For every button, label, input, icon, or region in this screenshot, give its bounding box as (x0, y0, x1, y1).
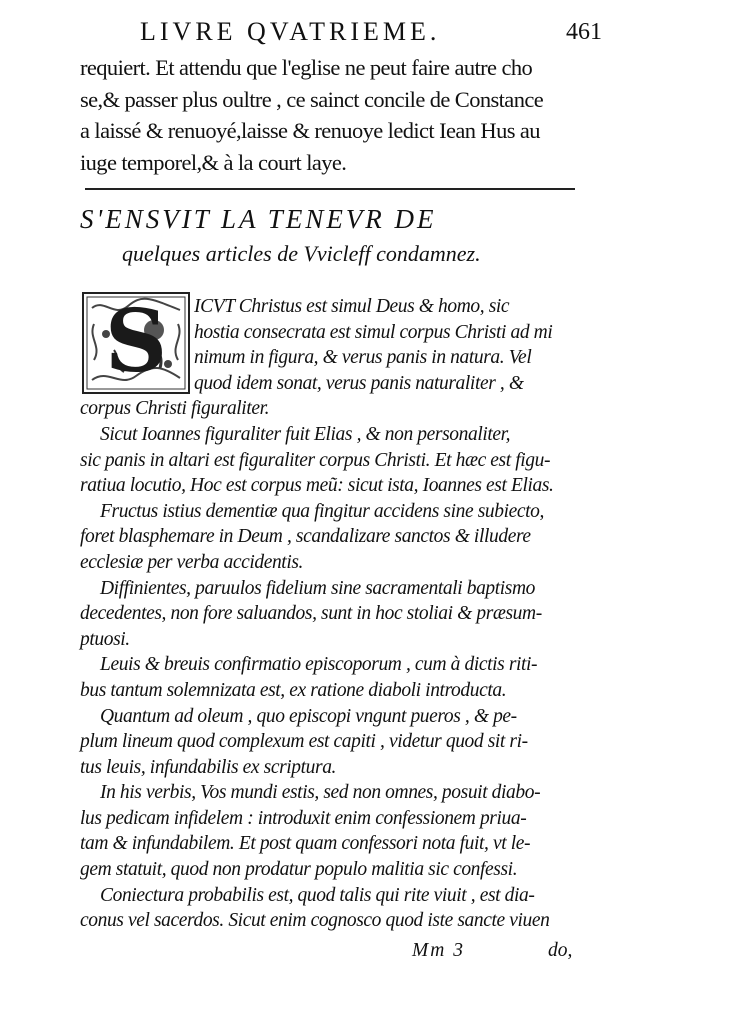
intro-line: a laissé & renuoyé,laisse & renuoye ledict Iean Hus au (80, 118, 540, 143)
text-line: decedentes, non fore saluandos, sunt in hoc stoliai & præsum- (80, 603, 542, 625)
intro-line: iuge temporel,& à la court laye. (80, 149, 347, 175)
text-line: tus leuis, infundabilis ex scriptura. (80, 756, 337, 778)
text-line: ICVT Christus est simul Deus & homo, sic (194, 296, 510, 317)
text-line: foret blasphemare in Deum , scandalizare sanctos & illudere (80, 526, 531, 548)
intro-paragraph (80, 52, 590, 178)
text-line: bus tantum solemnizata est, ex ratione diaboli introducta. (80, 679, 507, 701)
running-head (0, 14, 743, 54)
intro-line: requiert. Et attendu que l'eglise ne peut faire autre cho (80, 55, 533, 80)
text-line: In his verbis, Vos mundi estis, sed non omnes, posuit diabo- (100, 782, 541, 804)
text-line: Fructus istius dementiæ qua fingitur accidens sine subiecto, (100, 500, 544, 522)
running-title: LIVRE QVATRIEME. (140, 17, 441, 46)
section-rule (85, 188, 575, 190)
decorated-initial (82, 292, 190, 394)
heading-line-1: S'ENSVIT LA TENEVR DE (80, 204, 437, 234)
text-line: Diffinientes, paruulos fidelium sine sacramentali baptismo (100, 577, 536, 599)
text-line: nimum in figura, & verus panis in natura. Vel (194, 347, 532, 369)
page-number: 461 (566, 19, 602, 45)
heading-line-2: quelques articles de Vvicleff condamnez. (122, 241, 481, 266)
text-line: lus pedicam infidelem : introduxit enim confessionem priua- (80, 807, 527, 829)
intro-line: se,& passer plus oultre , ce sainct concile de Constance (80, 86, 544, 112)
drop-cap-letter: S (104, 291, 168, 392)
text-line: ecclesiæ per verba accidentis. (80, 551, 303, 573)
signature-mark: Mm 3 (412, 940, 465, 961)
text-line: Quantum ad oleum , quo episcopi vngunt pueros , & pe- (100, 705, 517, 727)
section-heading (80, 200, 590, 270)
text-line: conus vel sacerdos. Sicut enim cognosco quod iste sancte viuen (80, 910, 550, 932)
text-line: plum lineum quod complexum est capiti , videtur quod sit ri- (80, 731, 528, 753)
catchword: do, (548, 940, 573, 961)
text-line: Coniectura probabilis est, quod talis qui rite viuit , est dia- (100, 884, 535, 906)
text-line: hostia consecrata est simul corpus Christi ad mi (194, 321, 553, 343)
text-line: Leuis & breuis confirmatio episcoporum , cum à dictis riti- (100, 654, 538, 676)
text-line: Sicut Ioannes figuraliter fuit Elias , & non personaliter, (100, 423, 511, 445)
text-line: quod idem sonat, verus panis naturaliter , & (194, 372, 524, 394)
page-footer (0, 938, 743, 968)
text-line: ratiua locutio, Hoc est corpus meũ: sicut ista, Ioannes est Elias. (80, 475, 554, 497)
text-line: ptuosi. (80, 628, 130, 650)
text-line: gem statuit, quod non prodatur populo malitia sic confessi. (80, 859, 518, 881)
text-line: tam & infundabilem. Et post quam confessori nota fuit, vt le- (80, 833, 531, 855)
text-line: sic panis in altari est figuraliter corpus Christi. Et hæc est figu- (80, 449, 551, 471)
text-line: corpus Christi figuraliter. (80, 398, 270, 420)
